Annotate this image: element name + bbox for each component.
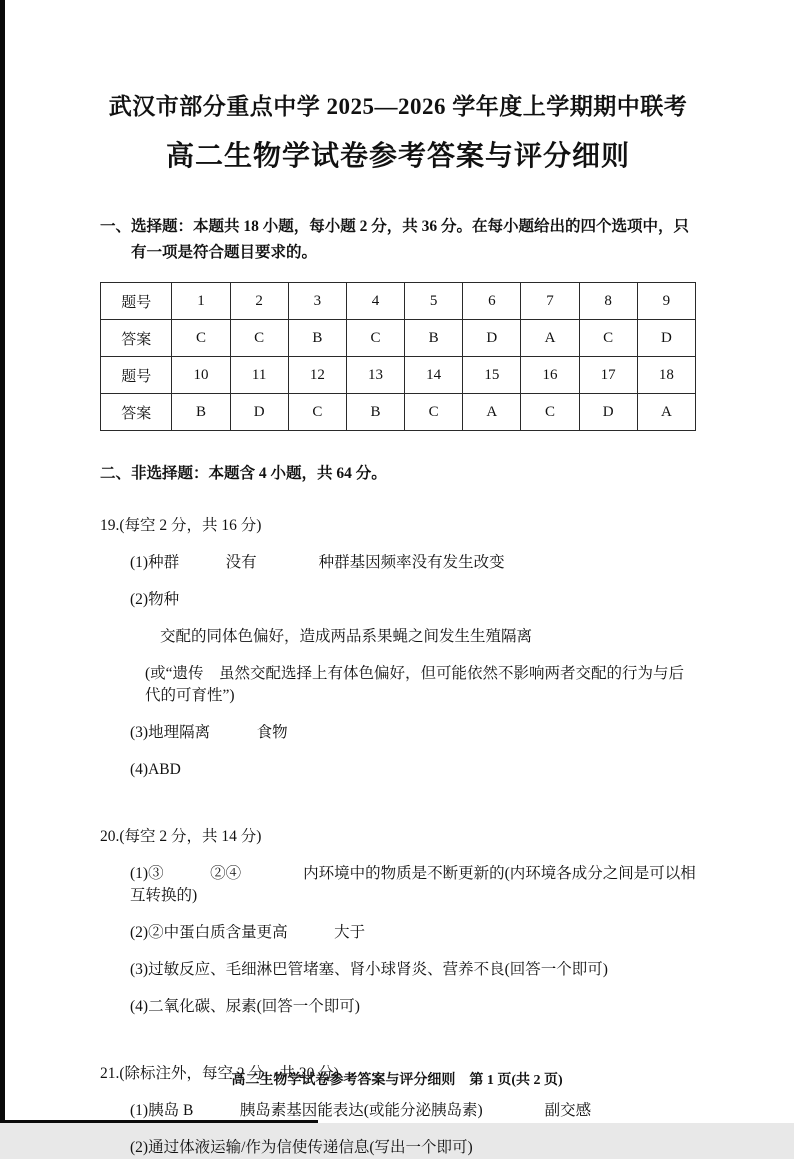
answer-line: (3)地理隔离 食物 bbox=[130, 724, 288, 741]
answer-cell: C bbox=[288, 394, 346, 431]
answer-cell: 17 bbox=[579, 357, 637, 394]
scan-edge-bottom bbox=[0, 1120, 318, 1123]
answer-cell: C bbox=[172, 320, 230, 357]
answer-cell: 15 bbox=[463, 357, 521, 394]
answer-line: (2)②中蛋白质含量更高 大于 bbox=[130, 924, 366, 941]
table-row bbox=[101, 394, 696, 431]
row-header-cell: 答案 bbox=[101, 394, 172, 431]
answer-cell: B bbox=[405, 320, 463, 357]
page-footer: 高二生物学试卷参考答案与评分细则 第 1 页(共 2 页) bbox=[231, 1073, 563, 1088]
answer-cell: 11 bbox=[230, 357, 288, 394]
answer-line: (2)通过体液运输/作为信使传递信息(写出一个即可) bbox=[130, 1139, 473, 1156]
answer-cell: D bbox=[463, 320, 521, 357]
answer-cell: A bbox=[521, 320, 579, 357]
answer-cell: 1 bbox=[172, 283, 230, 320]
answer-line: (1)种群 没有 种群基因频率没有发生改变 bbox=[130, 554, 505, 571]
answer-cell: C bbox=[521, 394, 579, 431]
answer-cell: C bbox=[405, 394, 463, 431]
answer-cell: B bbox=[172, 394, 230, 431]
answer-cell: B bbox=[288, 320, 346, 357]
section-nonchoice-heading: 二、非选择题：本题含 4 小题，共 64 分。 bbox=[100, 465, 387, 482]
question-lead: 21.(除标注外，每空 2 分，共 20 分) bbox=[100, 1065, 339, 1082]
row-header-cell: 题号 bbox=[101, 357, 172, 394]
answer-line: 交配的同体色偏好，造成两品系果蝇之间发生生殖隔离 bbox=[160, 628, 533, 645]
answer-cell: C bbox=[346, 320, 404, 357]
questions-container bbox=[100, 515, 696, 1159]
answer-cell: C bbox=[230, 320, 288, 357]
scan-edge-left bbox=[0, 0, 5, 1123]
answer-cell: C bbox=[579, 320, 637, 357]
table-row bbox=[101, 320, 696, 357]
answer-cell: 14 bbox=[405, 357, 463, 394]
answer-cell: 9 bbox=[637, 283, 695, 320]
answer-table bbox=[100, 282, 696, 431]
answer-table-body bbox=[101, 283, 696, 431]
answer-cell: 2 bbox=[230, 283, 288, 320]
answer-line: (4)二氧化碳、尿素(回答一个即可) bbox=[130, 998, 360, 1015]
answer-line: (2)物种 bbox=[130, 591, 180, 608]
answer-line: (或“遗传 虽然交配选择上有体色偏好，但可能依然不影响两者交配的行为与后代的可育性”) bbox=[145, 665, 685, 704]
answer-cell: 18 bbox=[637, 357, 695, 394]
answer-line: (3)过敏反应、毛细淋巴管堵塞、肾小球肾炎、营养不良(回答一个即可) bbox=[130, 961, 608, 978]
answer-cell: 13 bbox=[346, 357, 404, 394]
answer-cell: 3 bbox=[288, 283, 346, 320]
question-block bbox=[100, 826, 696, 1018]
question-lead: 20.(每空 2 分，共 14 分) bbox=[100, 828, 262, 845]
table-row bbox=[101, 283, 696, 320]
answer-cell: D bbox=[637, 320, 695, 357]
answer-cell: D bbox=[230, 394, 288, 431]
answer-cell: 8 bbox=[579, 283, 637, 320]
question-block bbox=[100, 515, 696, 781]
answer-cell: A bbox=[637, 394, 695, 431]
answer-cell: 7 bbox=[521, 283, 579, 320]
answer-cell: 12 bbox=[288, 357, 346, 394]
answer-line: (1)胰岛 B 胰岛素基因能表达(或能分泌胰岛素) 副交感 bbox=[130, 1102, 592, 1119]
answer-line: (4)ABD bbox=[130, 761, 181, 778]
answer-cell: 16 bbox=[521, 357, 579, 394]
answer-line: (1)③ ②④ 内环境中的物质是不断更新的(内环境各成分之间是可以相互转换的) bbox=[130, 865, 696, 904]
answer-cell: 6 bbox=[463, 283, 521, 320]
table-row bbox=[101, 357, 696, 394]
question-lead: 19.(每空 2 分，共 16 分) bbox=[100, 517, 262, 534]
answer-cell: D bbox=[579, 394, 637, 431]
section-choice-heading: 一、选择题：本题共 18 小题，每小题 2 分，共 36 分。在每小题给出的四个选项中，只有一项是符合题目要求的。 bbox=[100, 218, 690, 261]
answer-cell: 5 bbox=[405, 283, 463, 320]
document-title-line2: 高二生物学试卷参考答案与评分细则 bbox=[165, 141, 630, 172]
answer-cell: B bbox=[346, 394, 404, 431]
row-header-cell: 答案 bbox=[101, 320, 172, 357]
row-header-cell: 题号 bbox=[101, 283, 172, 320]
answer-cell: A bbox=[463, 394, 521, 431]
document-title-line1: 武汉市部分重点中学 2025—2026 学年度上学期期中联考 bbox=[108, 94, 688, 119]
answer-cell: 4 bbox=[346, 283, 404, 320]
answer-cell: 10 bbox=[172, 357, 230, 394]
